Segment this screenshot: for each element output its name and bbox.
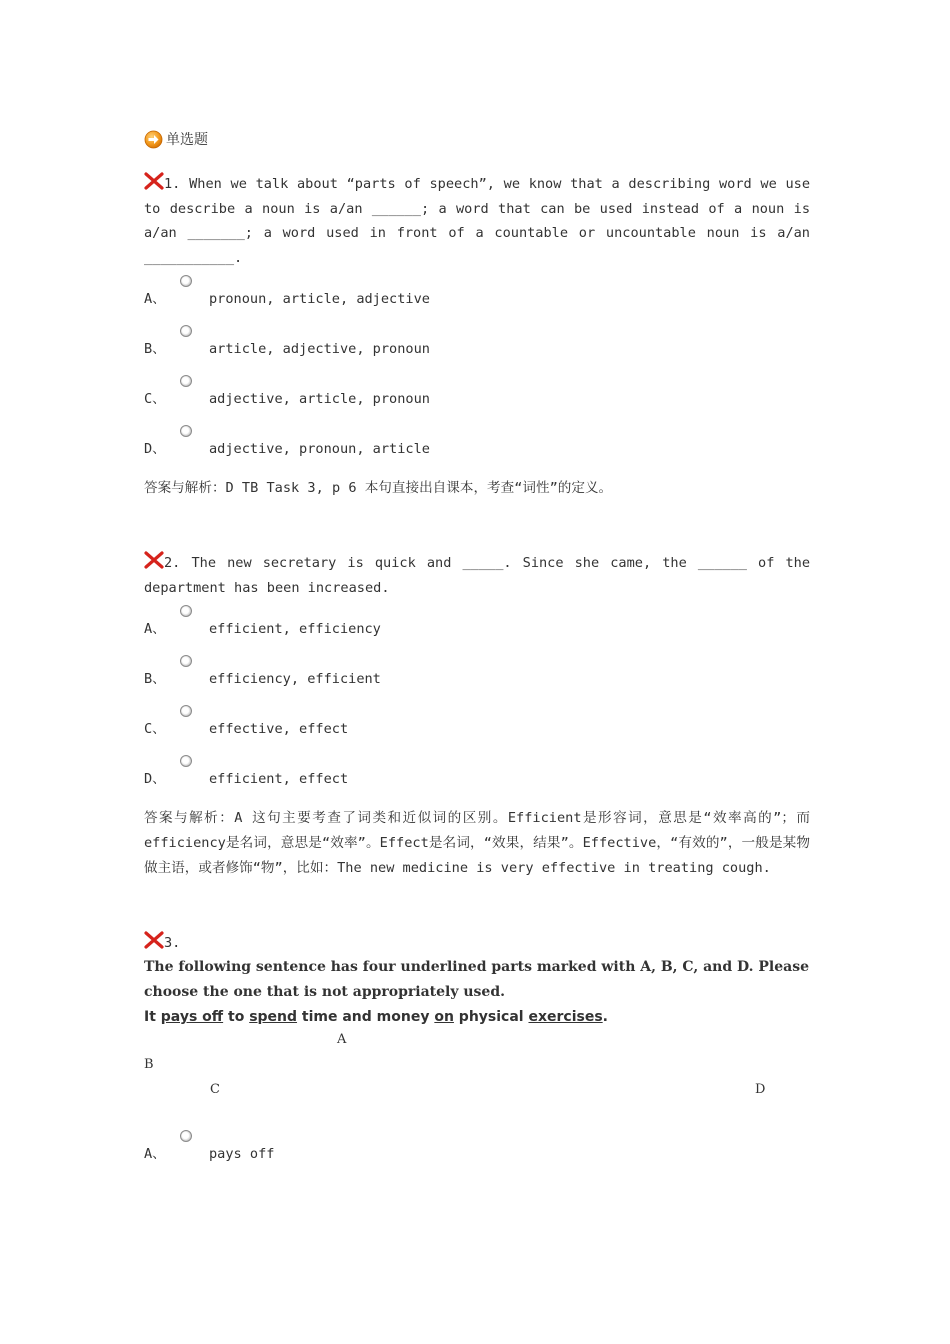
option-letter: C、 (144, 391, 166, 407)
option-a[interactable] (144, 600, 810, 650)
underlined-part-c: on (434, 1009, 454, 1025)
option-a[interactable] (144, 270, 810, 320)
option-b[interactable] (144, 650, 810, 700)
option-text: efficiency, efficient (209, 671, 381, 687)
radio-button[interactable] (180, 605, 192, 617)
part-markers (144, 1030, 810, 1105)
option-letter: A、 (144, 621, 166, 637)
marker-a: A (337, 1032, 347, 1047)
option-d[interactable] (144, 420, 810, 470)
option-letter: D、 (144, 441, 166, 457)
option-text: article, adjective, pronoun (209, 341, 430, 357)
option-text: adjective, pronoun, article (209, 441, 430, 457)
option-letter: A、 (144, 1146, 166, 1162)
wrong-x-icon (144, 172, 164, 190)
radio-button[interactable] (180, 755, 192, 767)
option-text: efficient, efficiency (209, 621, 381, 637)
radio-button[interactable] (180, 705, 192, 717)
question-sentence (144, 1005, 810, 1030)
option-c[interactable] (144, 700, 810, 750)
option-d[interactable] (144, 750, 810, 800)
marker-b: B (144, 1057, 154, 1072)
underlined-part-d: exercises (528, 1009, 603, 1025)
option-letter: C、 (144, 721, 166, 737)
radio-button[interactable] (180, 1130, 192, 1142)
option-letter: B、 (144, 671, 166, 687)
question-text: When we talk about “parts of speech”, we know that a describing word we use to describe a noun is a/an ______; a word that can be used instead of a noun is a/an _______; a word used in front of a countable or uncountable noun is a/an ___________. (144, 176, 811, 266)
marker-d: D (755, 1082, 766, 1097)
option-text: adjective, article, pronoun (209, 391, 430, 407)
option-text: effective, effect (209, 721, 349, 737)
option-b[interactable] (144, 320, 810, 370)
answer-explanation: 答案与解析：A 这句主要考查了词类和近似词的区别。Efficient是形容词，意思是“效率高的”；而efficiency是名词，意思是“效率”。Effect是名词，“效果，结果”。Effective，“有效的”，一般是某物做主语，或者修饰“物”，比如：The new medicine is very effective in treating cough. (144, 810, 810, 876)
option-text: pronoun, article, adjective (209, 291, 430, 307)
section-header (144, 124, 810, 154)
question-2 (144, 551, 810, 881)
option-letter: B、 (144, 341, 166, 357)
wrong-x-icon (144, 931, 164, 949)
question-1 (144, 172, 810, 501)
marker-c: C (210, 1082, 220, 1097)
radio-button[interactable] (180, 655, 192, 667)
question-instruction: The following sentence has four underlined parts marked with A, B, C, and D. Please choose the one that is not appropriately used. (144, 959, 809, 1000)
question-3 (144, 931, 810, 1175)
option-letter: A、 (144, 291, 166, 307)
underlined-part-a: pays off (160, 1009, 224, 1025)
radio-button[interactable] (180, 325, 192, 337)
radio-button[interactable] (180, 425, 192, 437)
answer-explanation: 答案与解析：D TB Task 3, p 6 本句直接出自课本，考查“词性”的定义。 (144, 480, 613, 496)
question-number: 1. (164, 176, 181, 192)
sentence-part: It (144, 1009, 161, 1025)
radio-button[interactable] (180, 375, 192, 387)
sentence-part: . (602, 1009, 608, 1025)
sentence-part: to (223, 1009, 250, 1025)
arrow-right-circle-icon (144, 130, 163, 149)
question-number: 3. (164, 935, 181, 951)
option-text: efficient, effect (209, 771, 349, 787)
sentence-part: physical (453, 1009, 529, 1025)
quiz-page (144, 124, 810, 1175)
radio-button[interactable] (180, 275, 192, 287)
underlined-part-b: spend (249, 1009, 298, 1025)
option-c[interactable] (144, 370, 810, 420)
option-text: pays off (209, 1146, 275, 1162)
wrong-x-icon (144, 551, 164, 569)
question-number: 2. (164, 555, 181, 571)
option-letter: D、 (144, 771, 166, 787)
option-a[interactable] (144, 1125, 810, 1175)
sentence-part: time and money (297, 1009, 435, 1025)
question-text: The new secretary is quick and _____. Since she came, the ______ of the department has been increased. (144, 555, 811, 596)
section-title: 单选题 (166, 132, 208, 148)
